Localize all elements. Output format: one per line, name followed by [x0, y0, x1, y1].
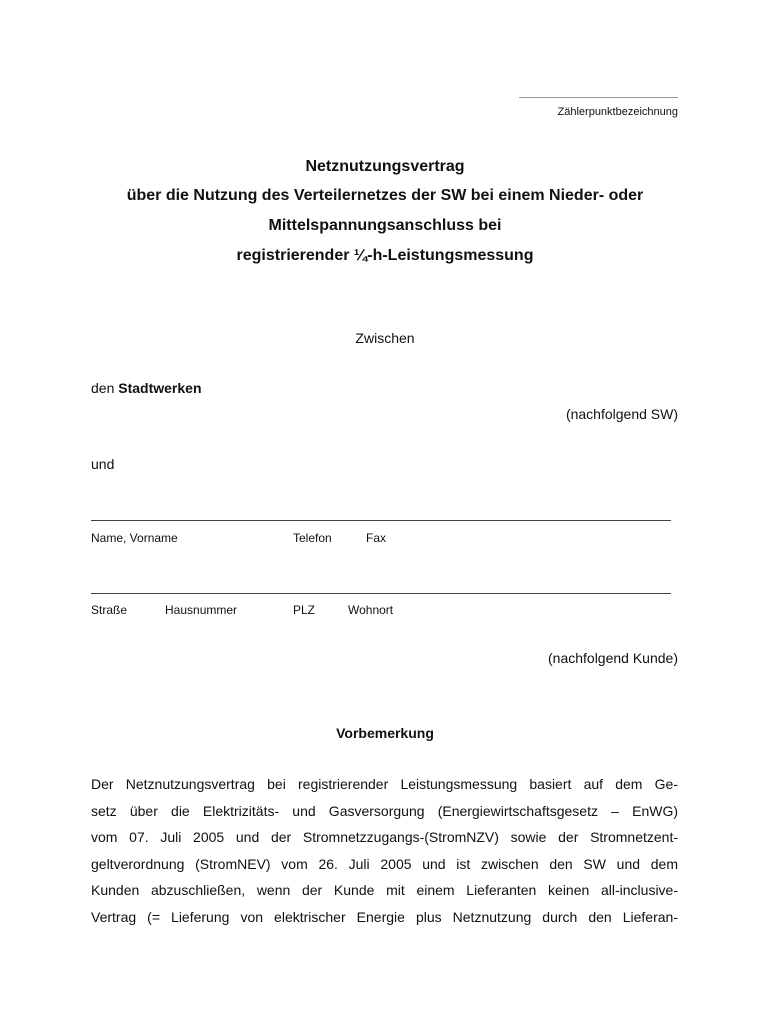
document-subtitle-line-3: registrierender ¼-h-Leistungsmessung — [236, 247, 534, 264]
preamble-line: Kunden abzuschließen, wenn der Kunde mit einem Lieferanten keinen all-inclusive- — [91, 882, 678, 899]
preamble-line: Der Netznutzungsvertrag bei registrierender Leistungsmessung basiert auf dem Ge- — [91, 776, 678, 792]
party1-prefix: den — [91, 380, 119, 396]
preamble-line: vom 07. Juli 2005 und der Stromnetzzugangs-(StromNZV) sowie der Stromnetzent- — [91, 829, 678, 846]
preamble-line: Vertrag (= Lieferung von elektrischer Energie plus Netznutzung durch den Lieferan- — [91, 908, 678, 925]
party2-suffix: (nachfolgend Kunde) — [548, 650, 678, 666]
party1-line — [91, 380, 202, 396]
document-subtitle-line-1: über die Nutzung des Verteilernetzes der SW bei einem Nieder- oder — [126, 187, 644, 204]
preamble-line: setz über die Elektrizitäts- und Gasversorgung (Energiewirtschaftsgesetz – EnWG) — [91, 802, 678, 819]
city-field-label: Wohnort — [348, 603, 394, 617]
zip-field-label: PLZ — [293, 603, 316, 617]
customer-name-fill-line — [91, 520, 671, 521]
preamble-heading: Vorbemerkung — [336, 725, 434, 741]
between-label: Zwischen — [355, 330, 415, 346]
document-title: Netznutzungsvertrag — [305, 158, 465, 175]
party1-name: Stadtwerken — [118, 380, 202, 396]
party1-suffix: (nachfolgend SW) — [565, 406, 678, 422]
phone-field-label: Telefon — [293, 531, 332, 545]
fax-field-label: Fax — [366, 531, 387, 545]
meter-point-label: Zählerpunktbezeichnung — [557, 106, 678, 118]
street-field-label: Straße — [91, 603, 128, 617]
meter-point-signature-line — [519, 97, 678, 98]
customer-address-fill-line — [91, 593, 671, 594]
name-field-label: Name, Vorname — [91, 531, 178, 545]
preamble-paragraph — [91, 771, 678, 931]
document-subtitle-line-2: Mittelspannungsanschluss bei — [268, 217, 502, 234]
house-number-field-label: Hausnummer — [165, 603, 238, 617]
preamble-line: geltverordnung (StromNEV) vom 26. Juli 2005 und ist zwischen den SW und dem — [91, 855, 678, 872]
and-label: und — [91, 456, 115, 472]
